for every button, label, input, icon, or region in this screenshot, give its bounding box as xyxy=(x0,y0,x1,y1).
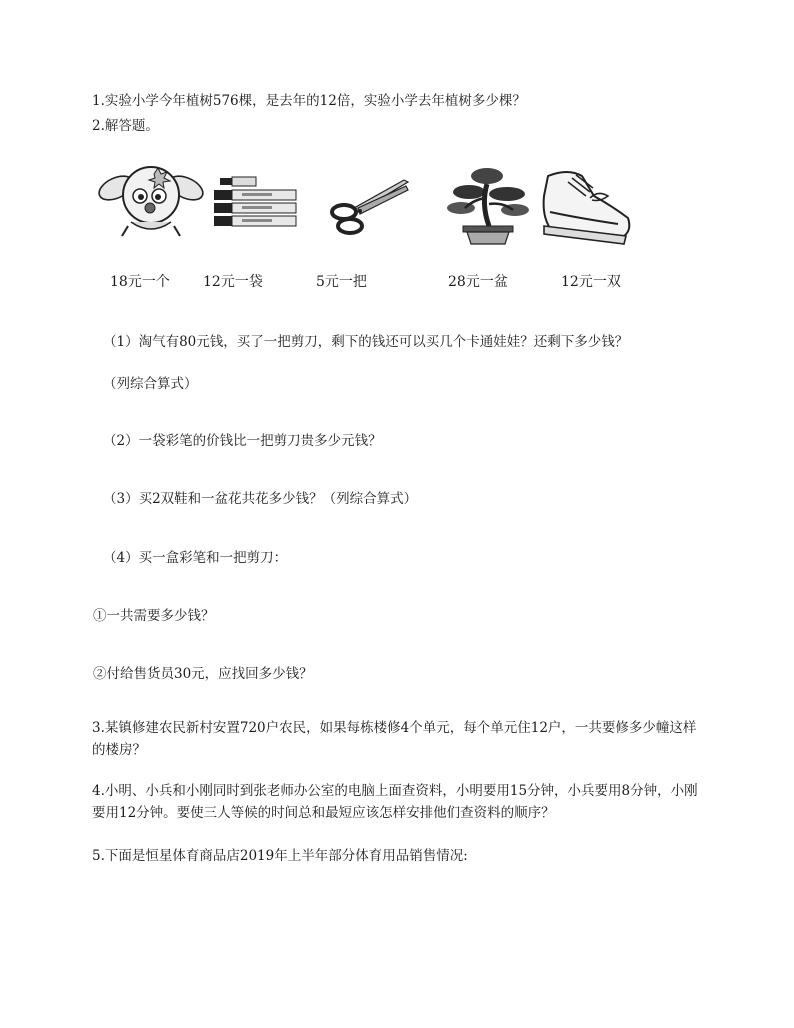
subquestion-4: （4）买一盒彩笔和一把剪刀： xyxy=(103,550,288,566)
subquestion-3: （3）买2双鞋和一盆花共花多少钱？（列综合算式） xyxy=(103,491,418,507)
price-label-scissors: 5元一把 xyxy=(316,274,367,290)
price-label-sneakers: 12元一双 xyxy=(561,274,621,290)
question-5: 5.下面是恒星体育商品店2019年上半年部分体育用品销售情况: xyxy=(92,848,468,864)
marker-pens-icon xyxy=(212,176,302,230)
scissors-icon xyxy=(328,178,410,236)
cartoon-doll-icon xyxy=(96,160,206,240)
sneaker-icon xyxy=(538,166,634,248)
question-1: 1.实验小学今年植树576棵，是去年的12倍，实验小学去年植树多少棵？ xyxy=(92,93,526,109)
subquestion-1-note: （列综合算式） xyxy=(103,376,198,392)
price-label-markers: 12元一袋 xyxy=(203,274,263,290)
price-label-doll: 18元一个 xyxy=(110,274,170,290)
subquestion-4a: ①一共需要多少钱？ xyxy=(93,608,215,624)
bonsai-plant-icon xyxy=(445,164,531,246)
subquestion-4b: ②付给售货员30元，应找回多少钱？ xyxy=(93,666,313,682)
subquestion-2: （2）一袋彩笔的价钱比一把剪刀贵多少元钱？ xyxy=(103,433,382,449)
question-3: 3.某镇修建农民新村安置720户农民，如果每栋楼修4个单元，每个单元住12户，一共要修多少幢这样的楼房？ xyxy=(92,720,697,758)
subquestion-1: （1）淘气有80元钱，买了一把剪刀，剩下的钱还可以买几个卡通娃娃？还剩下多少钱？ xyxy=(103,334,629,350)
question-2-title: 2.解答题。 xyxy=(92,118,159,134)
price-label-bonsai: 28元一盆 xyxy=(448,274,508,290)
question-4: 4.小明、小兵和小刚同时到张老师办公室的电脑上面查资料，小明要用15分钟，小兵要用8分钟，小刚要用12分钟。要使三人等候的时间总和最短应该怎样安排他们查资料的顺序？ xyxy=(92,783,698,821)
